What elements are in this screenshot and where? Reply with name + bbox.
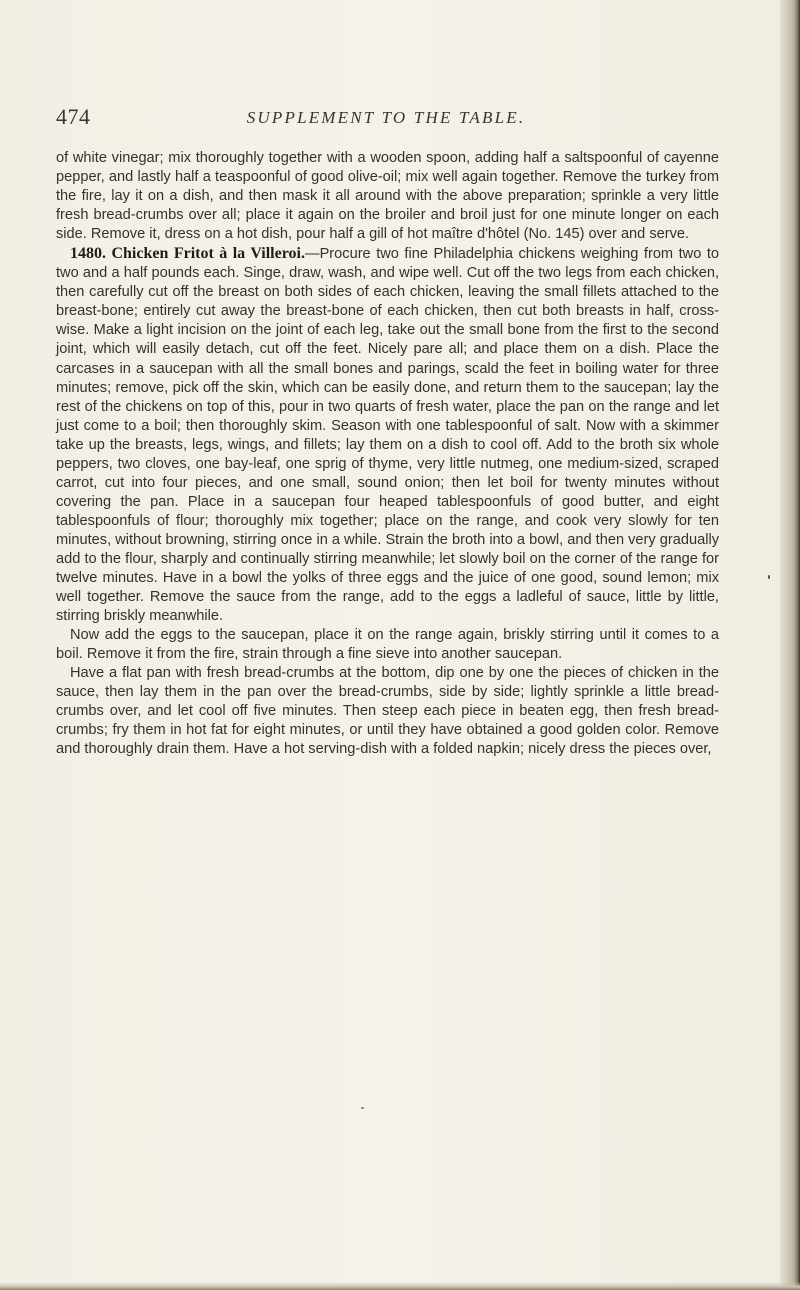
recipe-heading: 1480. Chicken Fritot à la Villeroi. [70, 245, 305, 263]
page-binding-edge [780, 0, 800, 1290]
ink-spot [361, 1107, 364, 1109]
page-bottom-edge [0, 1282, 800, 1290]
paragraph-eggs: Now add the eggs to the saucepan, place it on the range again, briskly stirring until it comes to a boil. Remove it from the fire, strain through a fine sieve into another saucepan. [56, 627, 719, 663]
em-dash: — [304, 246, 320, 263]
page-number: 474 [56, 104, 91, 129]
page-header [56, 100, 716, 136]
page-body [56, 149, 719, 760]
paragraph-breading: Have a flat pan with fresh bread-crumbs at the bottom, dip one by one the pieces of chicken in the sauce, then lay them in the pan over the bread-crumbs, side by side; lightly sprinkle a little bread-crumbs over, and let cool off five minutes. Then steep each piece in beaten egg, then fresh bread-crumbs; fry them in hot fat for eight minutes, or until they have obtained a good golden color. Remove and thoroughly drain them. Have a hot serving-dish with a folded napkin; nicely dress the pieces over, [56, 665, 719, 758]
running-head: SUPPLEMENT TO THE TABLE. [246, 108, 526, 127]
recipe-paragraph [56, 244, 719, 626]
recipe-text: Procure two fine Philadelphia chickens weighing from two to two and a half pounds each. Singe, draw, wash, and wipe well. Cut off the two legs from each chicken, then carefully cut off the breast on both sides of each chicken, leaving the small fillets attached to the breast-bone; entirely cut away the breast-bone of each chicken, then cut both breasts in half, cross-wise. Make a light incision on the joint of each leg, take out the small bone from the first to the second joint, which will easily detach, cut off the feet. Nicely pare all; and place them on a dish. Place the carcases in a saucepan with all the small bones and parings, scald the feet in boiling water for three minutes; remove, pick off the skin, which can be easily done, and return them to the saucepan; lay the rest of the chickens on top of this, pour in two quarts of fresh water, place the pan on the range and let just come to a boil; then thoroughly skim. Season with one tablespoonful of salt. Now with a skimmer take up the breasts, legs, wings, and fillets; lay them on a dish to cool off. Add to the broth six whole peppers, two cloves, one bay-leaf, one sprig of thyme, very little nutmeg, one medium-sized, scraped carrot, cut into four pieces, and one small, sound onion; then let boil for twenty minutes without covering the pan. Place in a saucepan four heaped tablespoonfuls of good butter, and eight tablespoonfuls of flour; thoroughly mix together; place on the range, and cook very slowly for ten minutes, without browning, stirring once in a while. Strain the broth into a bowl, and then very gradually add to the flour, sharply and continually stirring meanwhile; let slowly boil on the corner of the range for twelve minutes. Have in a bowl the yolks of three eggs and the juice of one good, sound lemon; mix well together. Remove the sauce from the range, add to the eggs a ladleful of sauce, little by little, stirring briskly meanwhile. [56, 246, 719, 625]
ink-spot [768, 575, 770, 579]
paragraph-continuation: of white vinegar; mix thoroughly together with a wooden spoon, adding half a saltspoonful of cayenne pepper, and lastly half a teaspoonful of good olive-oil; mix well again together. Remove the turkey from the fire, lay it on a dish, and then mask it all around with the above preparation; sprinkle a very little fresh bread-crumbs over all; place it again on the broiler and broil just for one minute longer on each side. Remove it, dress on a hot dish, pour half a gill of hot maître d'hôtel (No. 145) over and serve. [56, 150, 719, 243]
